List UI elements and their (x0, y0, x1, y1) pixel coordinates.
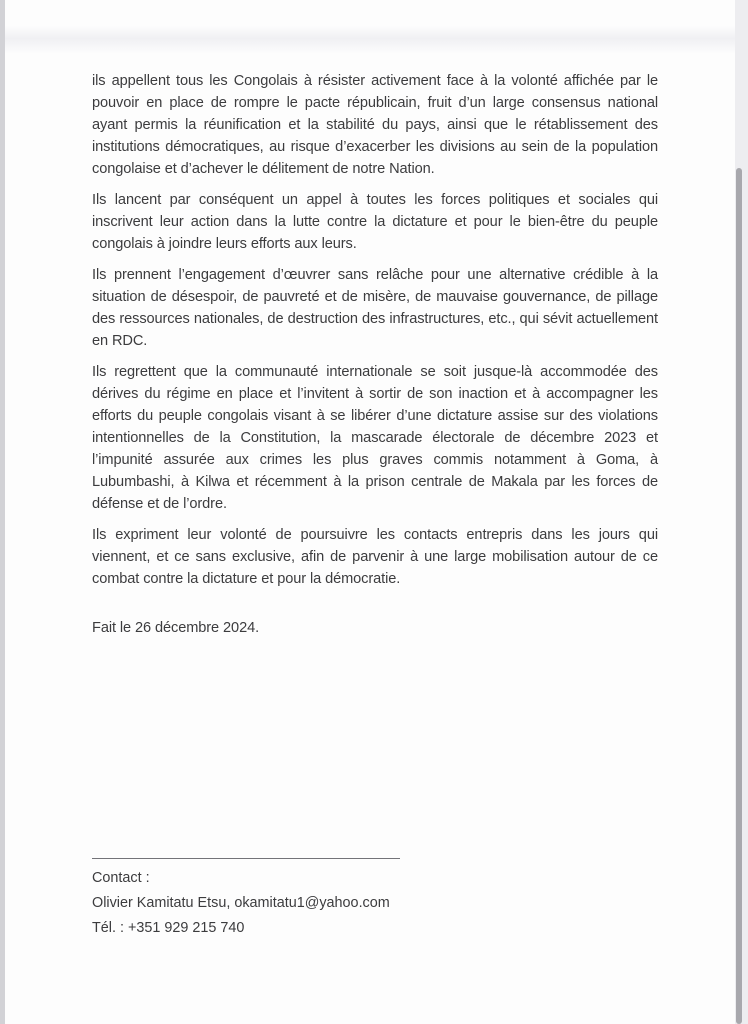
contact-heading: Contact : (92, 870, 150, 886)
body-paragraph: Ils prennent l’engagement d’œuvrer sans relâche pour une alternative crédible à la situation de désespoir, de pauvreté et de misère, de mauvaise gouvernance, de pillage des ressources nationales, de destruction des infrastructures, etc., qui sévit actuellement en RDC. (92, 267, 658, 349)
contact-phone: Tél. : +351 929 215 740 (92, 920, 245, 936)
scrollbar-thumb[interactable] (736, 168, 742, 1024)
document-body (92, 70, 658, 648)
body-paragraph: ils appellent tous les Congolais à résister activement face à la volonté affichée par le pouvoir en place de rompre le pacte républicain, fruit d’un large consensus national ayant permis la réunification et la stabilité du pays, ainsi que le rétablissement des institutions démocratiques, au risque d’exacerber les divisions au sein de la population congolaise et d’achever le délitement de notre Nation. (92, 73, 658, 177)
scrollbar-track[interactable] (735, 0, 748, 1024)
photo-top-seam (5, 26, 735, 54)
page-left-edge (0, 0, 5, 1024)
date-line: Fait le 26 décembre 2024. (92, 620, 260, 636)
contact-separator (92, 858, 400, 859)
contact-block (92, 858, 658, 941)
body-paragraph: Ils regrettent que la communauté internationale se soit jusque-là accommodée des dérives du régime en place et l’invitent à sortir de son inaction et à accompagner les efforts du peuple congolais visant à se libérer d’une dictature assise sur des violations intentionnelles de la Constitution, la mascarade électorale de décembre 2023 et l’impunité assurée aux crimes les plus graves commis notamment à Goma, à Lubumbashi, à Kilwa et récemment à la prison centrale de Makala par les forces de défense et de l’ordre. (92, 364, 658, 512)
body-paragraph: Ils expriment leur volonté de poursuivre les contacts entrepris dans les jours qui viennent, et ce sans exclusive, afin de parvenir à une large mobilisation autour de ce combat contre la dictature et pour la démocratie. (92, 527, 658, 587)
contact-name-email: Olivier Kamitatu Etsu, okamitatu1@yahoo.com (92, 895, 390, 911)
body-paragraph: Ils lancent par conséquent un appel à toutes les forces politiques et sociales qui inscrivent leur action dans la lutte contre la dictature et pour le bien-être du peuple congolais à joindre leurs efforts aux leurs. (92, 192, 658, 252)
